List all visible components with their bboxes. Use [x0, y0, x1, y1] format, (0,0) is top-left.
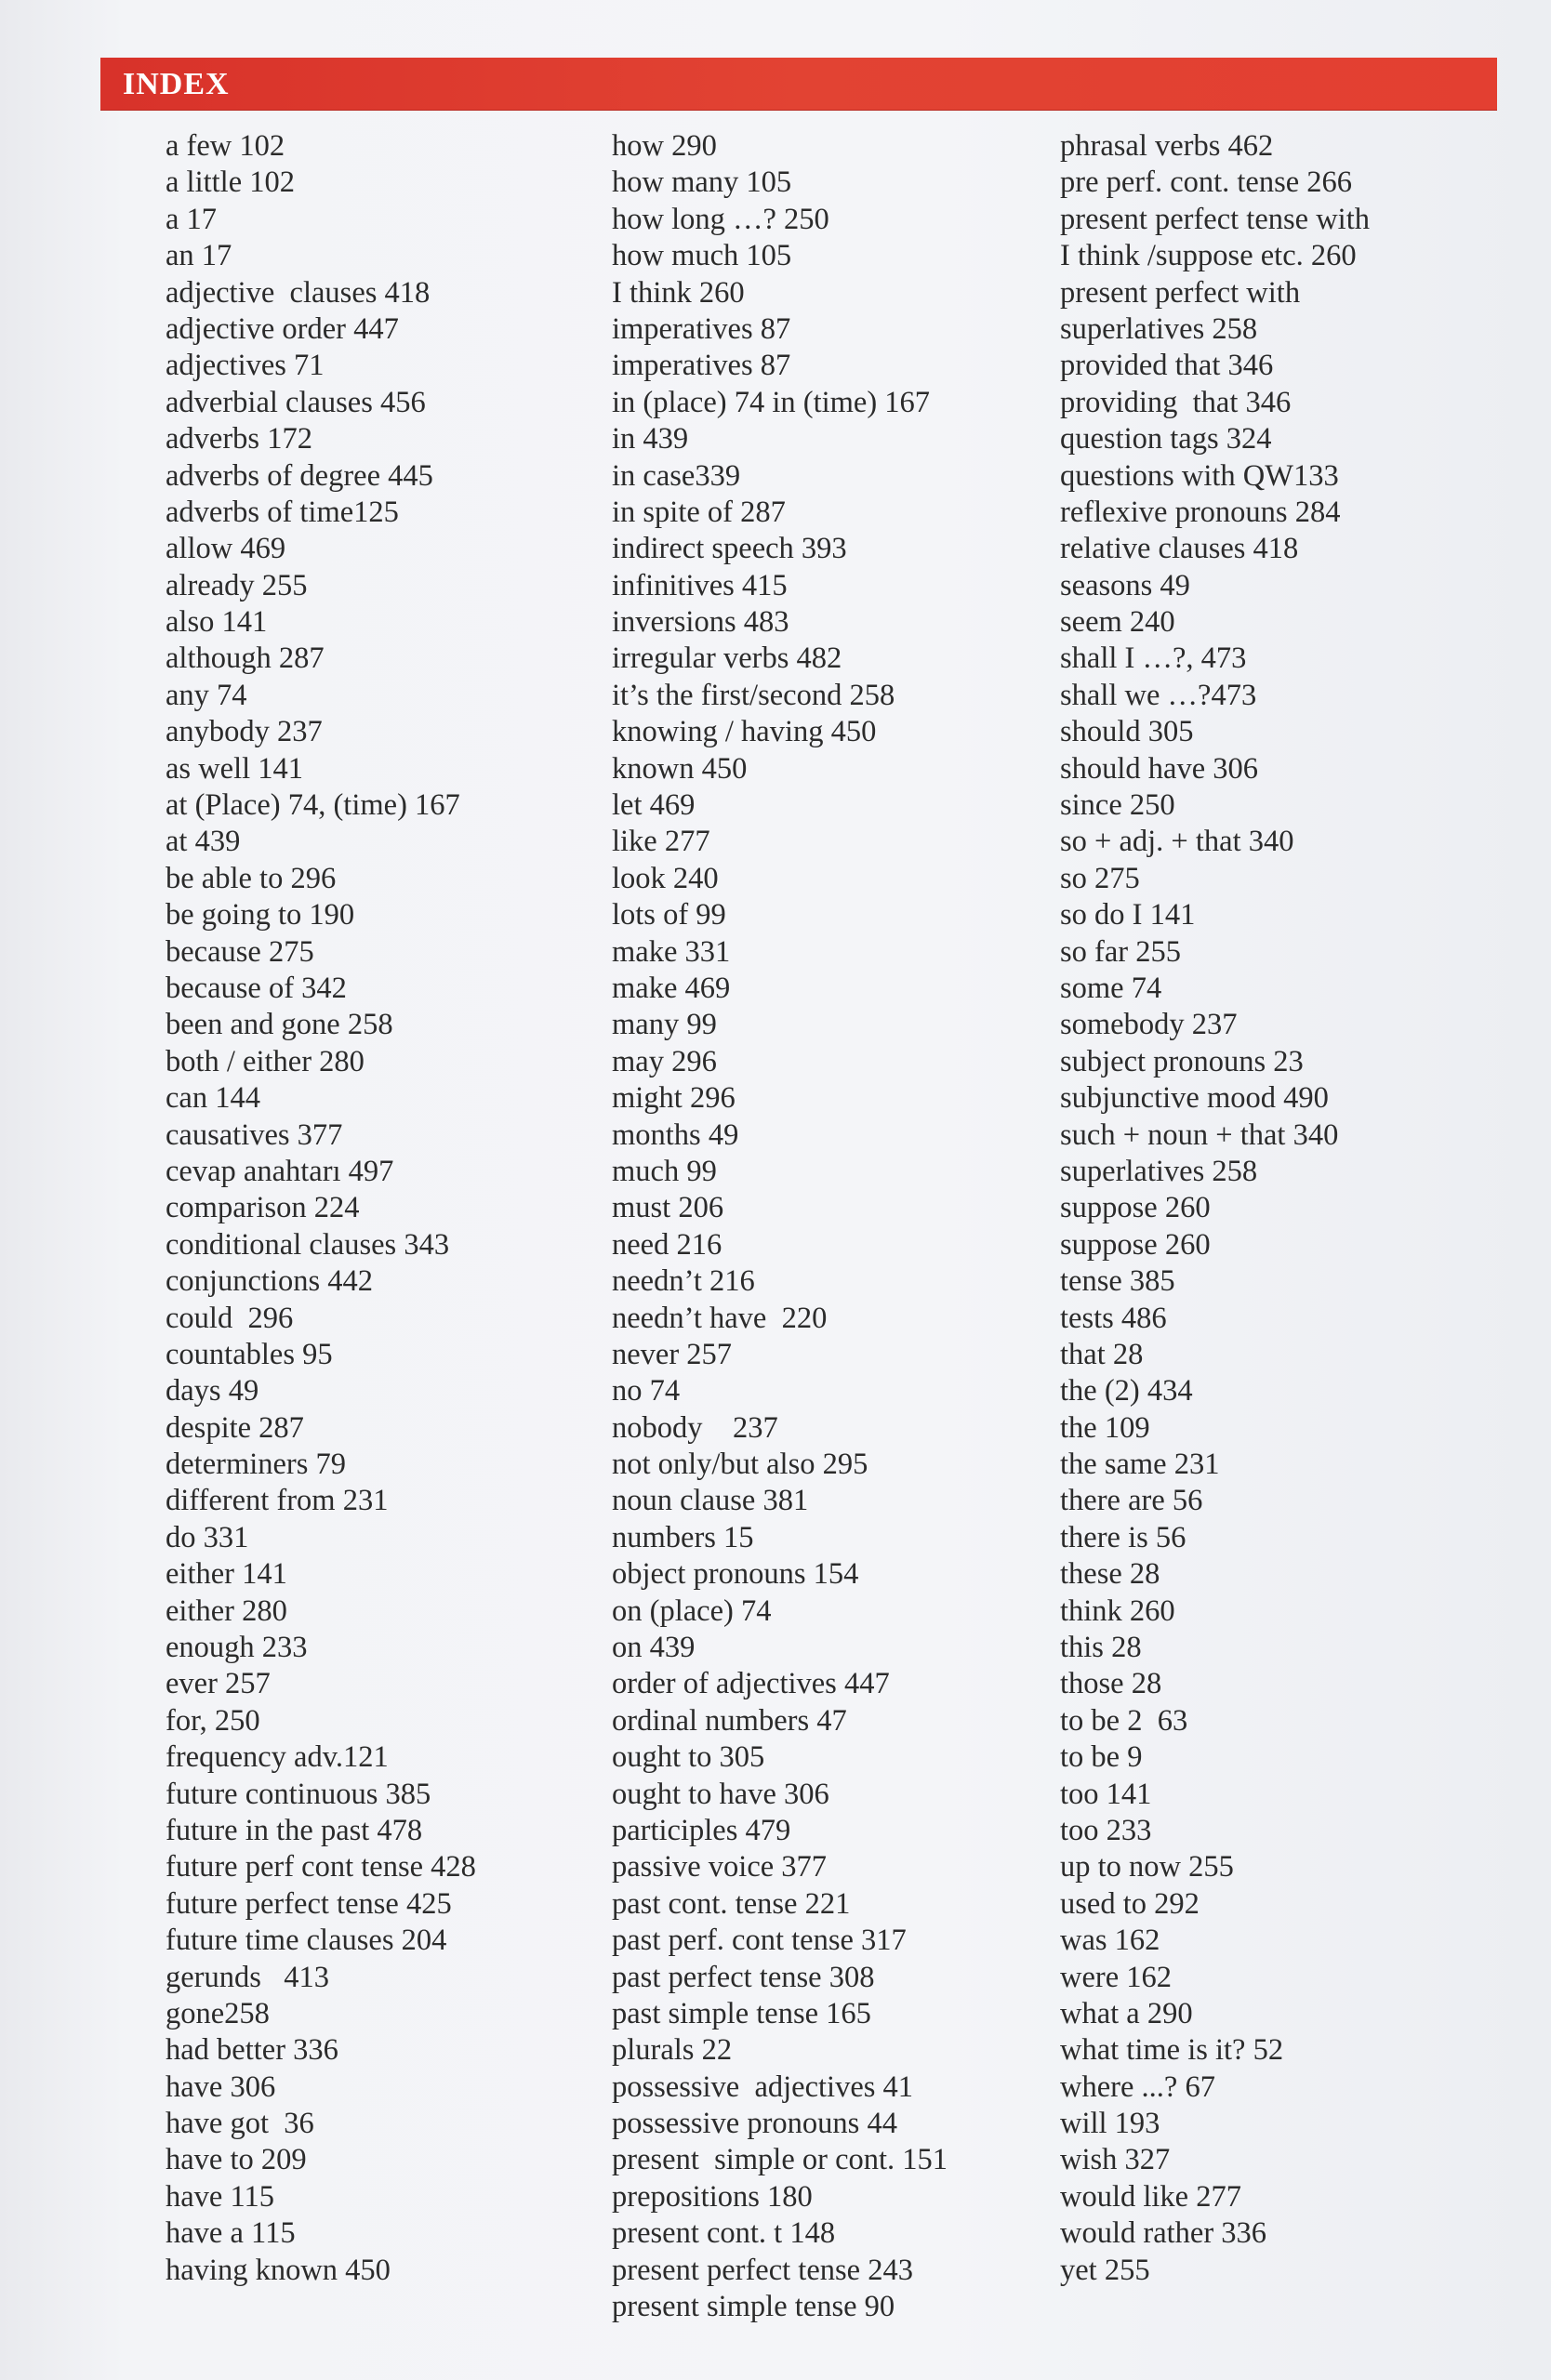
index-entry: used to 292: [1060, 1886, 1200, 1921]
index-entry: at (Place) 74, (time) 167: [166, 788, 460, 823]
index-entry: object pronouns 154: [612, 1557, 859, 1592]
index-entry: needn’t have 220: [612, 1301, 828, 1335]
index-entry: I think 260: [612, 275, 745, 310]
index-header-bar: [100, 58, 1497, 110]
index-entry: numbers 15: [612, 1520, 754, 1554]
index-entry: adverbs of time125: [166, 495, 399, 529]
index-entry: comparison 224: [166, 1191, 360, 1225]
index-entry: possessive pronouns 44: [612, 2107, 897, 2141]
index-entry: possessive adjectives 41: [612, 2069, 914, 2104]
index-entry: an 17: [166, 239, 232, 273]
index-entry: gerunds 413: [166, 1960, 330, 1994]
index-entry: make 469: [612, 971, 731, 1005]
index-entry: adverbial clauses 456: [166, 385, 426, 419]
index-entry: because of 342: [166, 971, 347, 1005]
index-entry: prepositions 180: [612, 2179, 813, 2214]
index-entry: have 115: [166, 2179, 275, 2214]
index-entry: can 144: [166, 1081, 260, 1116]
index-entry: reflexive pronouns 284: [1060, 495, 1341, 529]
index-entry: shall I …?, 473: [1060, 641, 1247, 676]
index-entry: future continuous 385: [166, 1777, 431, 1811]
index-entry: in (place) 74 in (time) 167: [612, 385, 931, 419]
index-entry: conjunctions 442: [166, 1264, 373, 1299]
index-entry: future perf cont tense 428: [166, 1850, 476, 1884]
index-entry: be able to 296: [166, 861, 337, 895]
index-entry: conditional clauses 343: [166, 1227, 450, 1262]
index-entry: how 290: [612, 129, 717, 163]
index-entry: wish 327: [1060, 2143, 1171, 2177]
index-entry: despite 287: [166, 1410, 304, 1445]
index-entry: superlatives 258: [1060, 311, 1258, 346]
index-entry: on 439: [612, 1631, 696, 1665]
index-entry: adverbs of degree 445: [166, 458, 433, 493]
index-entry: shall we …?473: [1060, 678, 1257, 712]
index-entry: on (place) 74: [612, 1593, 772, 1628]
index-entry: will 193: [1060, 2107, 1160, 2141]
index-entry: present perfect tense 243: [612, 2253, 913, 2287]
index-entry: needn’t 216: [612, 1264, 755, 1299]
index-entry: future time clauses 204: [166, 1924, 447, 1958]
index-entry: tests 486: [1060, 1301, 1167, 1335]
index-entry: no 74: [612, 1374, 681, 1408]
index-entry: the 109: [1060, 1410, 1150, 1445]
index-entry: for, 250: [166, 1703, 260, 1738]
index-entry: many 99: [612, 1008, 717, 1042]
index-entry: indirect speech 393: [612, 532, 847, 566]
index-entry: would rather 336: [1060, 2216, 1267, 2251]
index-entry: present simple tense 90: [612, 2290, 895, 2324]
index-entry: seasons 49: [1060, 568, 1190, 602]
index-entry: knowing / having 450: [612, 715, 877, 749]
index-entry: this 28: [1060, 1631, 1142, 1665]
index-entry: as well 141: [166, 751, 304, 786]
index-entry: too 233: [1060, 1813, 1152, 1847]
index-entry: adjective clauses 418: [166, 275, 431, 310]
index-entry: must 206: [612, 1191, 724, 1225]
index-entry: allow 469: [166, 532, 286, 566]
index-entry: were 162: [1060, 1960, 1173, 1994]
index-entry: adverbs 172: [166, 422, 312, 456]
index-entry: those 28: [1060, 1667, 1162, 1701]
index-entry: phrasal verbs 462: [1060, 129, 1274, 163]
index-entry: a few 102: [166, 129, 285, 163]
index-entry: so + adj. + that 340: [1060, 825, 1294, 859]
index-entry: that 28: [1060, 1337, 1144, 1371]
index-entry: already 255: [166, 568, 308, 602]
index-entry: to be 2 63: [1060, 1703, 1188, 1738]
index-entry: days 49: [166, 1374, 259, 1408]
index-entry: inversions 483: [612, 605, 789, 640]
index-entry: these 28: [1060, 1557, 1160, 1592]
index-entry: determiners 79: [166, 1448, 347, 1482]
index-entry: a 17: [166, 202, 218, 236]
index-entry: having known 450: [166, 2253, 391, 2287]
index-entry: present perfect tense with: [1060, 202, 1370, 236]
index-entry: up to now 255: [1060, 1850, 1234, 1884]
index-entry: should 305: [1060, 715, 1194, 749]
index-entry: either 141: [166, 1557, 287, 1592]
index-entry: have 306: [166, 2069, 276, 2104]
index-entry: was 162: [1060, 1924, 1160, 1958]
index-entry: at 439: [166, 825, 241, 859]
index-entry: some 74: [1060, 971, 1162, 1005]
index-entry: how many 105: [612, 165, 792, 200]
index-entry: in 439: [612, 422, 689, 456]
index-entry: it’s the first/second 258: [612, 678, 895, 712]
index-entry: adjective order 447: [166, 311, 399, 346]
index-entry: think 260: [1060, 1593, 1175, 1628]
index-entry: suppose 260: [1060, 1227, 1211, 1262]
index-entry: imperatives 87: [612, 311, 791, 346]
index-entry: subject pronouns 23: [1060, 1044, 1304, 1078]
index-entry: I think /suppose etc. 260: [1060, 239, 1357, 273]
index-entry: future perfect tense 425: [166, 1886, 452, 1921]
index-entry: in spite of 287: [612, 495, 786, 529]
index-entry: ever 257: [166, 1667, 271, 1701]
index-column-3: [1060, 128, 1370, 2289]
index-entry: where ...? 67: [1060, 2069, 1215, 2104]
index-entry: should have 306: [1060, 751, 1259, 786]
index-entry: either 280: [166, 1593, 287, 1628]
index-entry: would like 277: [1060, 2179, 1241, 2214]
index-entry: any 74: [166, 678, 247, 712]
index-entry: lots of 99: [612, 898, 726, 932]
index-entry: imperatives 87: [612, 349, 791, 383]
index-entry: seem 240: [1060, 605, 1175, 640]
index-entry: since 250: [1060, 788, 1175, 823]
index-entry: let 469: [612, 788, 696, 823]
index-entry: have a 115: [166, 2216, 296, 2251]
index-entry: infinitives 415: [612, 568, 788, 602]
index-entry: the (2) 434: [1060, 1374, 1193, 1408]
index-entry: could 296: [166, 1301, 294, 1335]
index-column-1: [166, 128, 476, 2289]
index-entry: be going to 190: [166, 898, 355, 932]
index-entry: like 277: [612, 825, 710, 859]
index-entry: different from 231: [166, 1484, 389, 1518]
index-entry: relative clauses 418: [1060, 532, 1299, 566]
index-entry: there are 56: [1060, 1484, 1203, 1518]
index-entry: gone258: [166, 1996, 270, 2030]
index-entry: much 99: [612, 1154, 717, 1188]
index-entry: causatives 377: [166, 1117, 343, 1152]
index-entry: cevap anahtarı 497: [166, 1154, 394, 1188]
index-entry: to be 9: [1060, 1740, 1143, 1775]
index-entry: nobody 237: [612, 1410, 778, 1445]
index-entry: there is 56: [1060, 1520, 1186, 1554]
index-entry: so do I 141: [1060, 898, 1196, 932]
index-entry: past perf. cont tense 317: [612, 1924, 907, 1958]
index-entry: because 275: [166, 934, 314, 969]
index-entry: the same 231: [1060, 1448, 1220, 1482]
index-entry: might 296: [612, 1081, 736, 1116]
index-entry: providing that 346: [1060, 385, 1292, 419]
index-entry: never 257: [612, 1337, 733, 1371]
index-entry: enough 233: [166, 1631, 308, 1665]
index-entry: adjectives 71: [166, 349, 325, 383]
index-entry: passive voice 377: [612, 1850, 828, 1884]
index-entry: ought to 305: [612, 1740, 765, 1775]
index-entry: participles 479: [612, 1813, 791, 1847]
index-entry: irregular verbs 482: [612, 641, 842, 676]
index-entry: tense 385: [1060, 1264, 1175, 1299]
index-entry: question tags 324: [1060, 422, 1272, 456]
index-entry: in case339: [612, 458, 741, 493]
index-entry: not only/but also 295: [612, 1448, 868, 1482]
index-entry: anybody 237: [166, 715, 323, 749]
index-entry: known 450: [612, 751, 748, 786]
index-entry: such + noun + that 340: [1060, 1117, 1339, 1152]
index-entry: so far 255: [1060, 934, 1181, 969]
index-entry: noun clause 381: [612, 1484, 809, 1518]
index-entry: although 287: [166, 641, 325, 676]
index-entry: have got 36: [166, 2107, 314, 2141]
index-entry: past simple tense 165: [612, 1996, 871, 2030]
index-entry: look 240: [612, 861, 719, 895]
index-entry: future in the past 478: [166, 1813, 423, 1847]
index-entry: suppose 260: [1060, 1191, 1211, 1225]
index-entry: questions with QW133: [1060, 458, 1339, 493]
index-entry: what a 290: [1060, 1996, 1193, 2030]
index-entry: what time is it? 52: [1060, 2033, 1284, 2068]
index-entry: had better 336: [166, 2033, 338, 2068]
index-entry: past cont. tense 221: [612, 1886, 851, 1921]
index-entry: ordinal numbers 47: [612, 1703, 847, 1738]
index-entry: have to 209: [166, 2143, 307, 2177]
index-entry: ought to have 306: [612, 1777, 829, 1811]
index-entry: present cont. t 148: [612, 2216, 836, 2251]
index-entry: superlatives 258: [1060, 1154, 1258, 1188]
index-entry: need 216: [612, 1227, 722, 1262]
index-entry: a little 102: [166, 165, 295, 200]
index-entry: order of adjectives 447: [612, 1667, 890, 1701]
index-entry: present perfect with: [1060, 275, 1301, 310]
index-column-2: [612, 128, 948, 2325]
index-entry: provided that 346: [1060, 349, 1274, 383]
index-entry: somebody 237: [1060, 1008, 1238, 1042]
index-entry: do 331: [166, 1520, 249, 1554]
index-entry: how much 105: [612, 239, 792, 273]
index-entry: yet 255: [1060, 2253, 1150, 2287]
index-entry: frequency adv.121: [166, 1740, 389, 1775]
index-entry: make 331: [612, 934, 731, 969]
index-entry: plurals 22: [612, 2033, 733, 2068]
index-entry: present simple or cont. 151: [612, 2143, 948, 2177]
index-entry: months 49: [612, 1117, 739, 1152]
index-title: INDEX: [123, 67, 230, 101]
index-entry: pre perf. cont. tense 266: [1060, 165, 1353, 200]
index-entry: too 141: [1060, 1777, 1152, 1811]
index-entry: so 275: [1060, 861, 1140, 895]
index-entry: both / either 280: [166, 1044, 365, 1078]
index-entry: been and gone 258: [166, 1008, 393, 1042]
index-entry: past perfect tense 308: [612, 1960, 875, 1994]
index-entry: countables 95: [166, 1337, 333, 1371]
index-entry: may 296: [612, 1044, 717, 1078]
index-entry: subjunctive mood 490: [1060, 1081, 1329, 1116]
index-entry: also 141: [166, 605, 268, 640]
index-entry: how long …? 250: [612, 202, 829, 236]
